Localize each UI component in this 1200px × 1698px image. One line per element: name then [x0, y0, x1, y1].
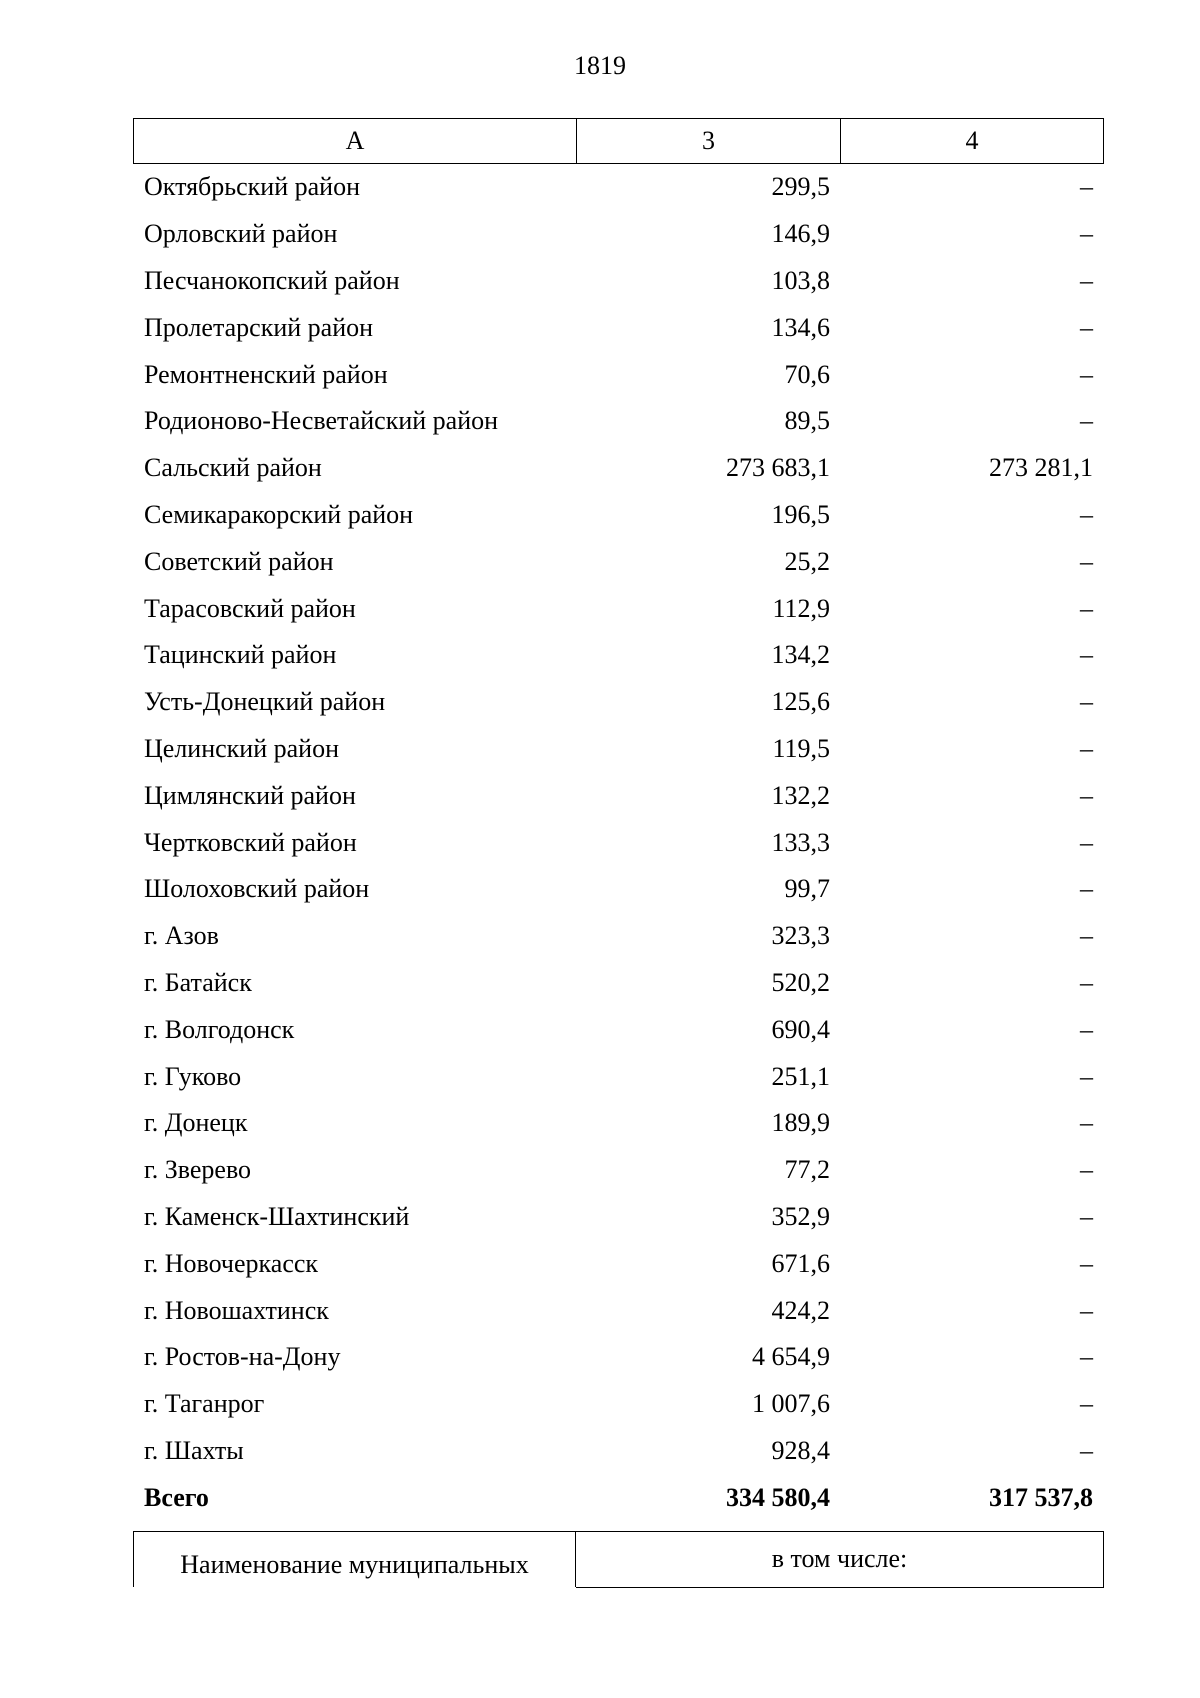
table-row [133, 1287, 1104, 1334]
row-value-3: 112,9 [772, 593, 830, 623]
row-value-4: – [1080, 921, 1093, 951]
row-name: г. Новошахтинск [144, 1295, 329, 1325]
row-value-4: – [1080, 172, 1093, 202]
row-value-3: 125,6 [771, 687, 830, 717]
row-value-3: 70,6 [784, 359, 830, 389]
row-value-4: – [1080, 780, 1093, 810]
row-value-4: – [1080, 1155, 1093, 1185]
table-row [133, 164, 1104, 211]
row-value-4: 273 281,1 [989, 453, 1093, 483]
row-name: г. Волгодонск [144, 1014, 295, 1044]
row-value-3: 352,9 [771, 1201, 830, 1231]
table-row [133, 1428, 1104, 1475]
next-table-header [133, 1531, 1104, 1587]
table-row [133, 726, 1104, 773]
row-value-4: – [1080, 827, 1093, 857]
table-row [133, 772, 1104, 819]
table-body [133, 164, 1104, 1521]
table-row [133, 398, 1104, 445]
row-value-3: 133,3 [771, 827, 830, 857]
row-value-4: – [1080, 406, 1093, 436]
row-value-3: 134,6 [771, 312, 830, 342]
next-header-col-a: Наименование муниципальных [133, 1532, 576, 1587]
table-row [133, 1147, 1104, 1194]
row-value-3: 671,6 [771, 1248, 830, 1278]
row-name: Пролетарский район [144, 312, 374, 342]
row-name: г. Зверево [144, 1155, 252, 1185]
row-name: Чертковский район [144, 827, 357, 857]
row-value-3: 690,4 [771, 1014, 830, 1044]
table-row [133, 819, 1104, 866]
row-name: Орловский район [144, 219, 338, 249]
row-value-4: – [1080, 1061, 1093, 1091]
row-value-3: 132,2 [771, 780, 830, 810]
row-value-4: – [1080, 967, 1093, 997]
total-value-4: 317 537,8 [989, 1482, 1093, 1512]
row-name: г. Таганрог [144, 1389, 265, 1419]
row-name: Цимлянский район [144, 780, 356, 810]
row-value-3: 77,2 [784, 1155, 830, 1185]
row-value-3: 189,9 [771, 1108, 830, 1138]
row-value-4: – [1080, 1295, 1093, 1325]
row-value-4: – [1080, 874, 1093, 904]
header-col-4: 4 [965, 126, 979, 155]
row-value-4: – [1080, 219, 1093, 249]
row-value-3: 119,5 [772, 733, 830, 763]
row-name: г. Донецк [144, 1108, 248, 1138]
table-row [133, 960, 1104, 1007]
row-value-4: – [1080, 1248, 1093, 1278]
row-name: г. Азов [144, 921, 219, 951]
row-name: г. Каменск-Шахтинский [144, 1201, 410, 1231]
row-value-3: 299,5 [771, 172, 830, 202]
table-row [133, 304, 1104, 351]
row-value-3: 1 007,6 [752, 1389, 830, 1419]
row-name: г. Ростов-на-Дону [144, 1342, 341, 1372]
page-number: 1819 [574, 51, 626, 80]
row-name: Целинский район [144, 733, 339, 763]
row-value-3: 134,2 [771, 640, 830, 670]
header-col-3: 3 [577, 119, 841, 163]
row-name: Песчанокопский район [144, 265, 400, 295]
table-row [133, 1100, 1104, 1147]
row-value-4: – [1080, 265, 1093, 295]
row-value-4: – [1080, 1342, 1093, 1372]
row-name: г. Батайск [144, 967, 252, 997]
table-row [133, 913, 1104, 960]
row-value-3: 196,5 [771, 499, 830, 529]
row-value-4: – [1080, 546, 1093, 576]
total-value-3: 334 580,4 [726, 1482, 830, 1512]
row-value-3: 323,3 [771, 921, 830, 951]
row-name: Сальский район [144, 453, 322, 483]
row-name: г. Новочеркасск [144, 1248, 319, 1278]
table-header [133, 118, 1104, 164]
row-value-4: – [1080, 1201, 1093, 1231]
row-value-4: – [1080, 499, 1093, 529]
row-name: Усть-Донецкий район [144, 687, 386, 717]
row-value-3: 146,9 [771, 219, 830, 249]
row-value-3: 251,1 [771, 1061, 830, 1091]
table-row [133, 866, 1104, 913]
row-name: Шолоховский район [144, 874, 370, 904]
row-value-3: 520,2 [771, 967, 830, 997]
row-value-3: 25,2 [784, 546, 830, 576]
table-row [133, 258, 1104, 305]
row-name: Советский район [144, 546, 334, 576]
row-value-3: 4 654,9 [752, 1342, 830, 1372]
table-row [133, 211, 1104, 258]
row-name: г. Шахты [144, 1435, 244, 1465]
next-header-col-b: в том числе: [576, 1532, 1104, 1588]
total-row [133, 1474, 1104, 1521]
table-row [133, 1053, 1104, 1100]
row-value-4: – [1080, 1389, 1093, 1419]
table-row [133, 538, 1104, 585]
table-row [133, 351, 1104, 398]
row-value-3: 99,7 [784, 874, 830, 904]
row-value-3: 424,2 [771, 1295, 830, 1325]
row-value-4: – [1080, 687, 1093, 717]
table-row [133, 1006, 1104, 1053]
total-label: Всего [144, 1482, 209, 1512]
table-row [133, 1240, 1104, 1287]
table-row [133, 1194, 1104, 1241]
table-row [133, 1381, 1104, 1428]
table-row [133, 445, 1104, 492]
row-value-3: 103,8 [771, 265, 830, 295]
row-value-4: – [1080, 1435, 1093, 1465]
row-name: Октябрьский район [144, 172, 360, 202]
row-name: Ремонтненский район [144, 359, 388, 389]
row-value-4: – [1080, 733, 1093, 763]
row-name: Семикаракорский район [144, 499, 414, 529]
row-name: г. Гуково [144, 1061, 242, 1091]
row-name: Тацинский район [144, 640, 337, 670]
table-row [133, 1334, 1104, 1381]
row-name: Родионово-Несветайский район [144, 406, 499, 436]
table-row [133, 492, 1104, 539]
row-value-4: – [1080, 593, 1093, 623]
row-name: Тарасовский район [144, 593, 356, 623]
row-value-3: 273 683,1 [726, 453, 830, 483]
table-row [133, 585, 1104, 632]
row-value-3: 89,5 [784, 406, 830, 436]
table-row [133, 632, 1104, 679]
row-value-4: – [1080, 359, 1093, 389]
row-value-4: – [1080, 1014, 1093, 1044]
row-value-4: – [1080, 312, 1093, 342]
row-value-4: – [1080, 1108, 1093, 1138]
table-row [133, 679, 1104, 726]
row-value-4: – [1080, 640, 1093, 670]
header-col-a: А [134, 119, 577, 163]
row-value-3: 928,4 [771, 1435, 830, 1465]
